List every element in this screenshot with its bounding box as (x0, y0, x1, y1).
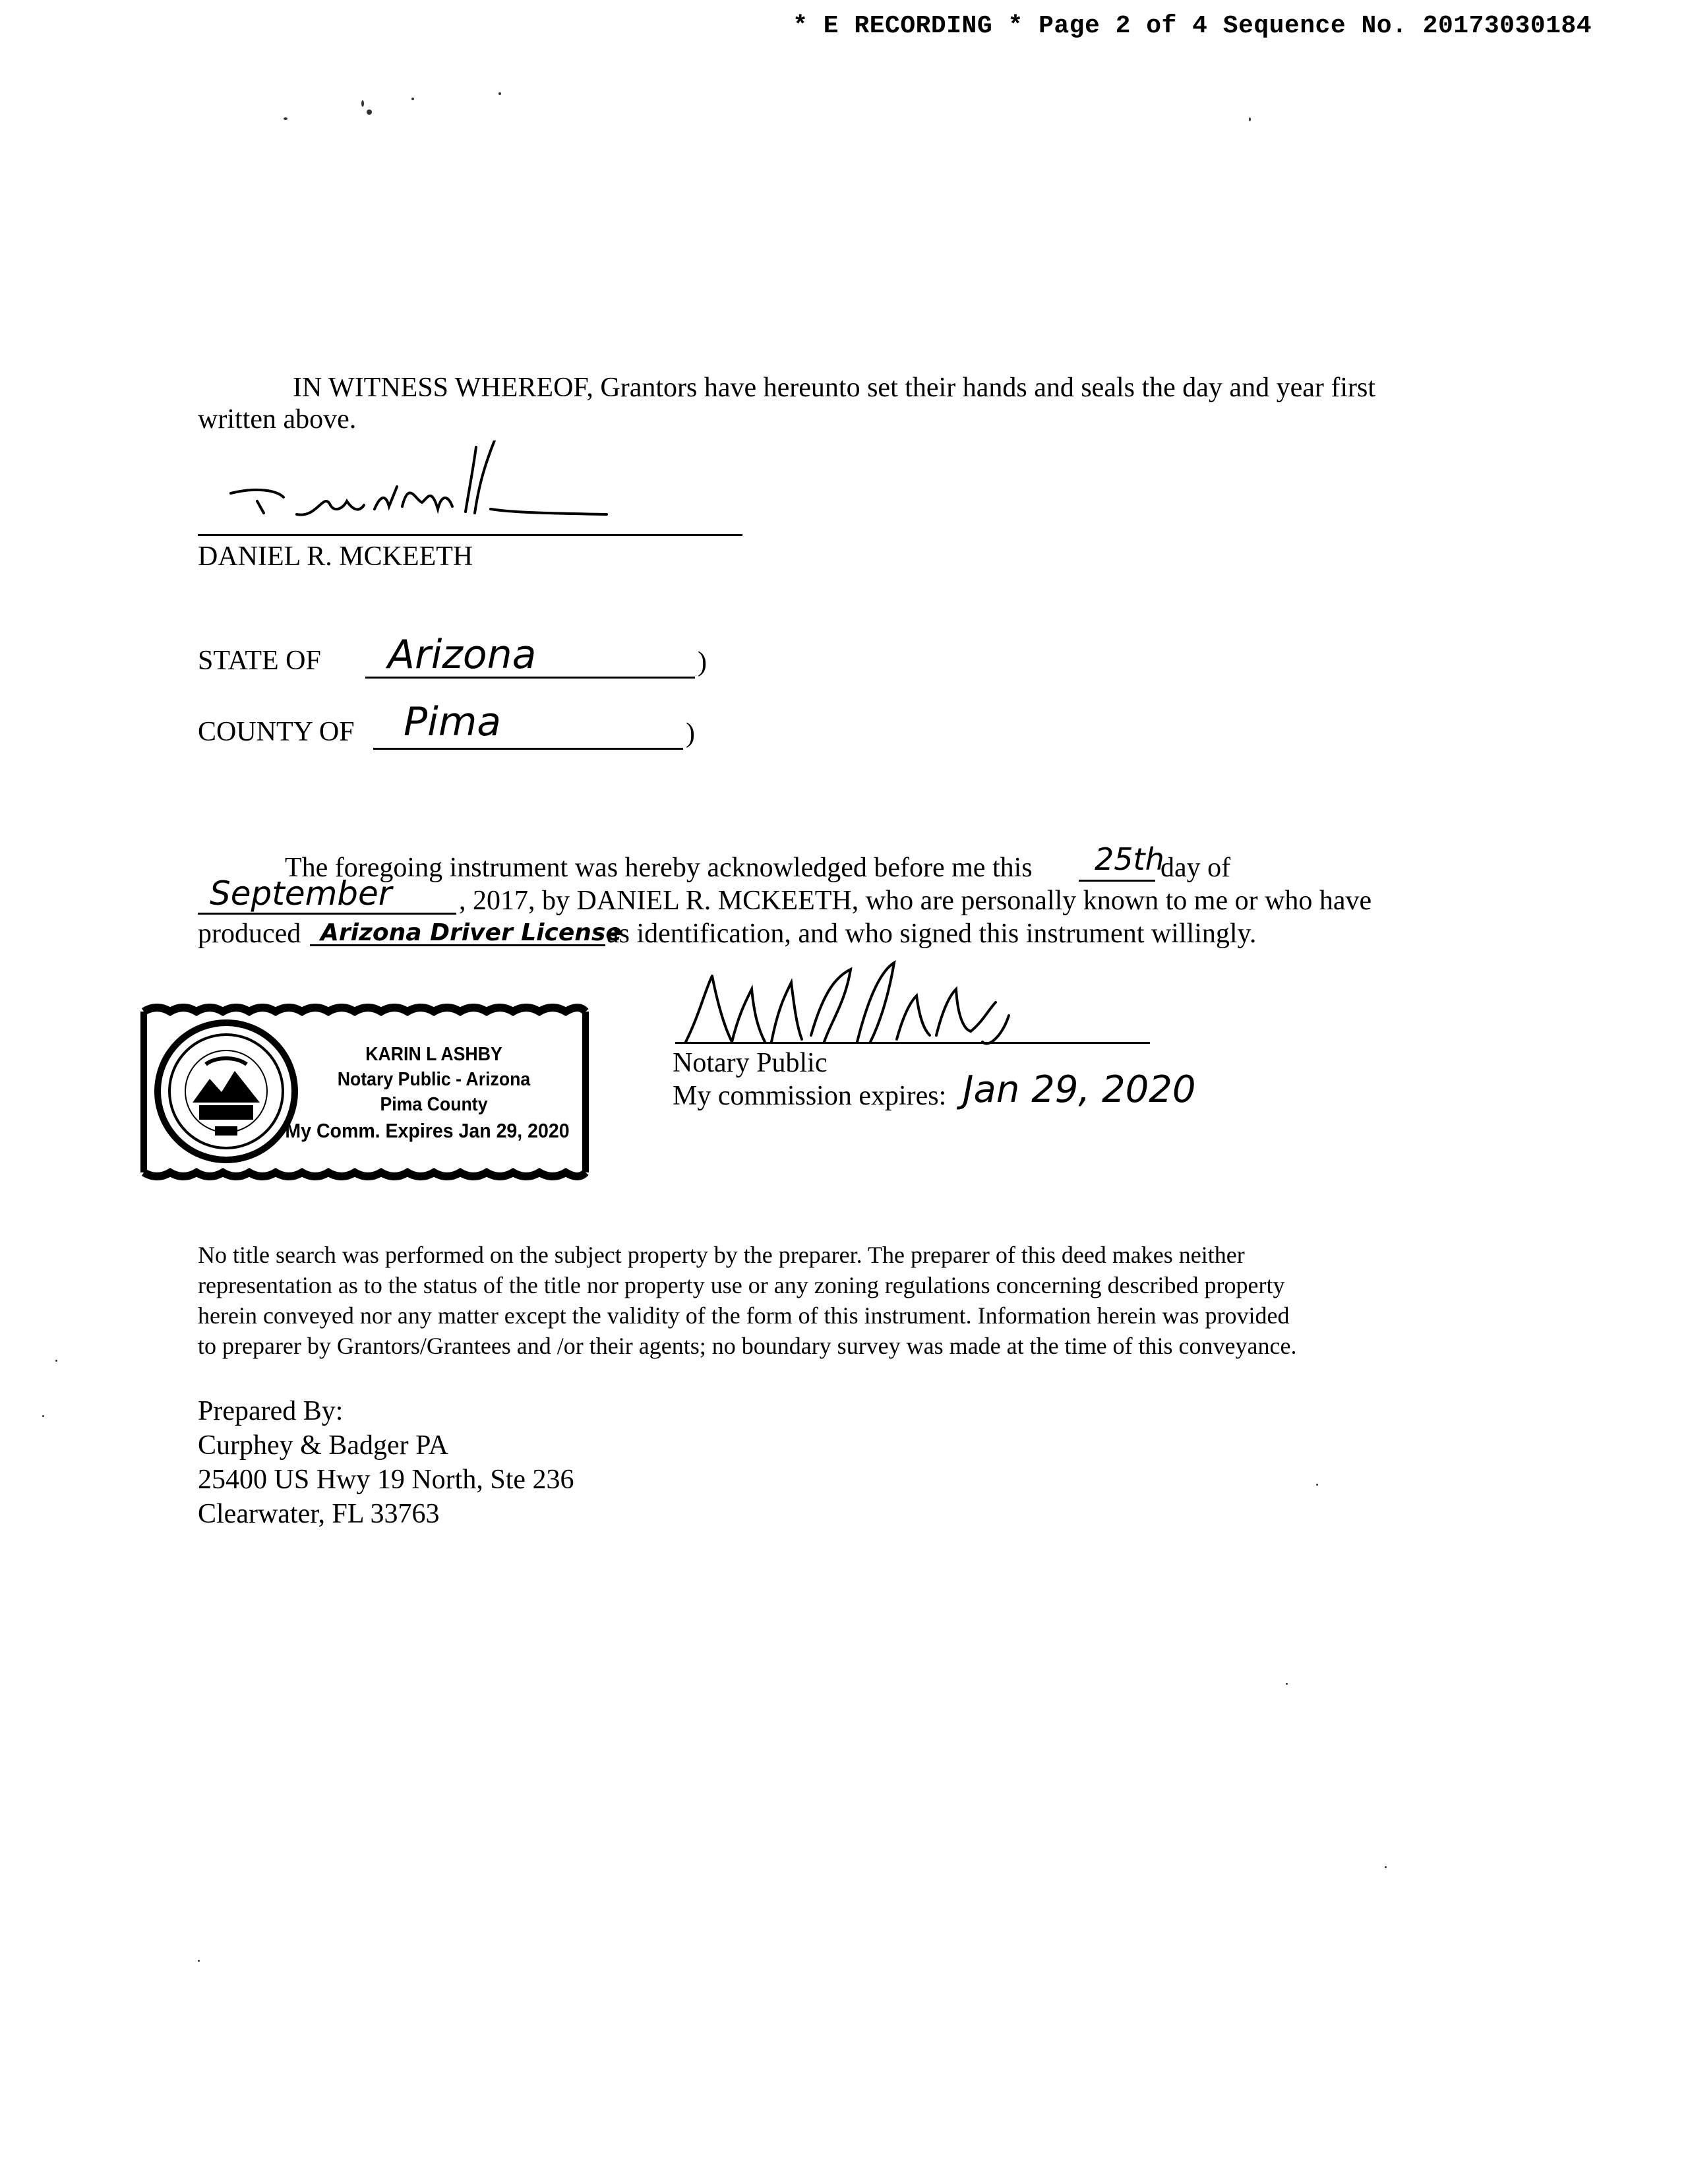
notary-label: Notary Public (673, 1048, 828, 1078)
county-line (373, 748, 683, 750)
ack-line-3b: as identification, and who signed this instrument willingly. (607, 919, 1257, 949)
scan-speck (42, 1415, 44, 1417)
state-bracket: ) (698, 647, 707, 677)
ack-day: 25th (1095, 841, 1164, 877)
ack-month-line (198, 913, 456, 915)
county-bracket: ) (686, 718, 695, 748)
county-value: Pima (404, 699, 502, 745)
scan-speck (361, 100, 364, 107)
scan-speck (367, 109, 372, 115)
scan-speck (55, 1360, 57, 1362)
prepared-by-address-1: 25400 US Hwy 19 North, Ste 236 (198, 1465, 574, 1495)
notary-signature-line (675, 1042, 1150, 1044)
stamp-county: Pima County (380, 1094, 488, 1115)
notary-stamp (137, 1000, 592, 1184)
state-value: Arizona (388, 632, 537, 678)
scan-speck (498, 92, 501, 95)
state-label: STATE OF (198, 646, 321, 676)
ack-line-1b: day of (1160, 853, 1231, 883)
prepared-by-label: Prepared By: (198, 1396, 344, 1426)
grantor-signature (218, 440, 613, 539)
ack-line-3a: produced (198, 919, 301, 949)
disclaimer-line-4: to preparer by Grantors/Grantees and /or their agents; no boundary survey was made at the time of this conveyance. (198, 1333, 1297, 1359)
ack-month: September (210, 874, 392, 913)
scan-speck (1249, 117, 1251, 121)
disclaimer-line-3: herein conveyed nor any matter except the validity of the form of this instrument. Information herein was provided (198, 1302, 1290, 1329)
notary-expires-value: Jan 29, 2020 (963, 1068, 1196, 1111)
scan-speck (198, 1960, 200, 1962)
witness-line-2: written above. (198, 404, 357, 435)
ack-line-2: , 2017, by DANIEL R. MCKEETH, who are personally known to me or who have (459, 886, 1372, 916)
stamp-title: Notary Public - Arizona (337, 1069, 531, 1090)
grantor-name: DANIEL R. MCKEETH (198, 541, 473, 572)
notary-expires-label: My commission expires: (673, 1081, 947, 1111)
scan-speck (284, 117, 287, 120)
ack-id-line (310, 944, 605, 946)
grantor-signature-line (198, 534, 742, 536)
stamp-name: KARIN L ASHBY (365, 1044, 502, 1065)
scan-speck (411, 98, 414, 100)
witness-line-1: IN WITNESS WHEREOF, Grantors have hereunto set their hands and seals the day and year first (293, 373, 1375, 403)
state-line (365, 677, 695, 679)
disclaimer-line-1: No title search was performed on the subject property by the preparer. The preparer of this deed makes neither (198, 1242, 1245, 1268)
recording-header: * E RECORDING * Page 2 of 4 Sequence No. 20173030184 (793, 12, 1592, 40)
prepared-by-firm: Curphey & Badger PA (198, 1430, 448, 1461)
ack-line-1a: The foregoing instrument was hereby acknowledged before me this (285, 853, 1033, 883)
state-seal-icon (153, 1018, 299, 1165)
ack-id-type: Arizona Driver License (320, 919, 622, 946)
notary-signature (673, 950, 1029, 1055)
ack-day-line (1079, 880, 1155, 882)
prepared-by-address-2: Clearwater, FL 33763 (198, 1499, 440, 1529)
stamp-expires: My Comm. Expires Jan 29, 2020 (285, 1119, 570, 1142)
county-label: COUNTY OF (198, 717, 355, 747)
scan-speck (1316, 1484, 1318, 1486)
scan-speck (1286, 1683, 1288, 1685)
scan-speck (1385, 1866, 1387, 1868)
disclaimer-line-2: representation as to the status of the title nor property use or any zoning regulations concerning described property (198, 1272, 1285, 1298)
